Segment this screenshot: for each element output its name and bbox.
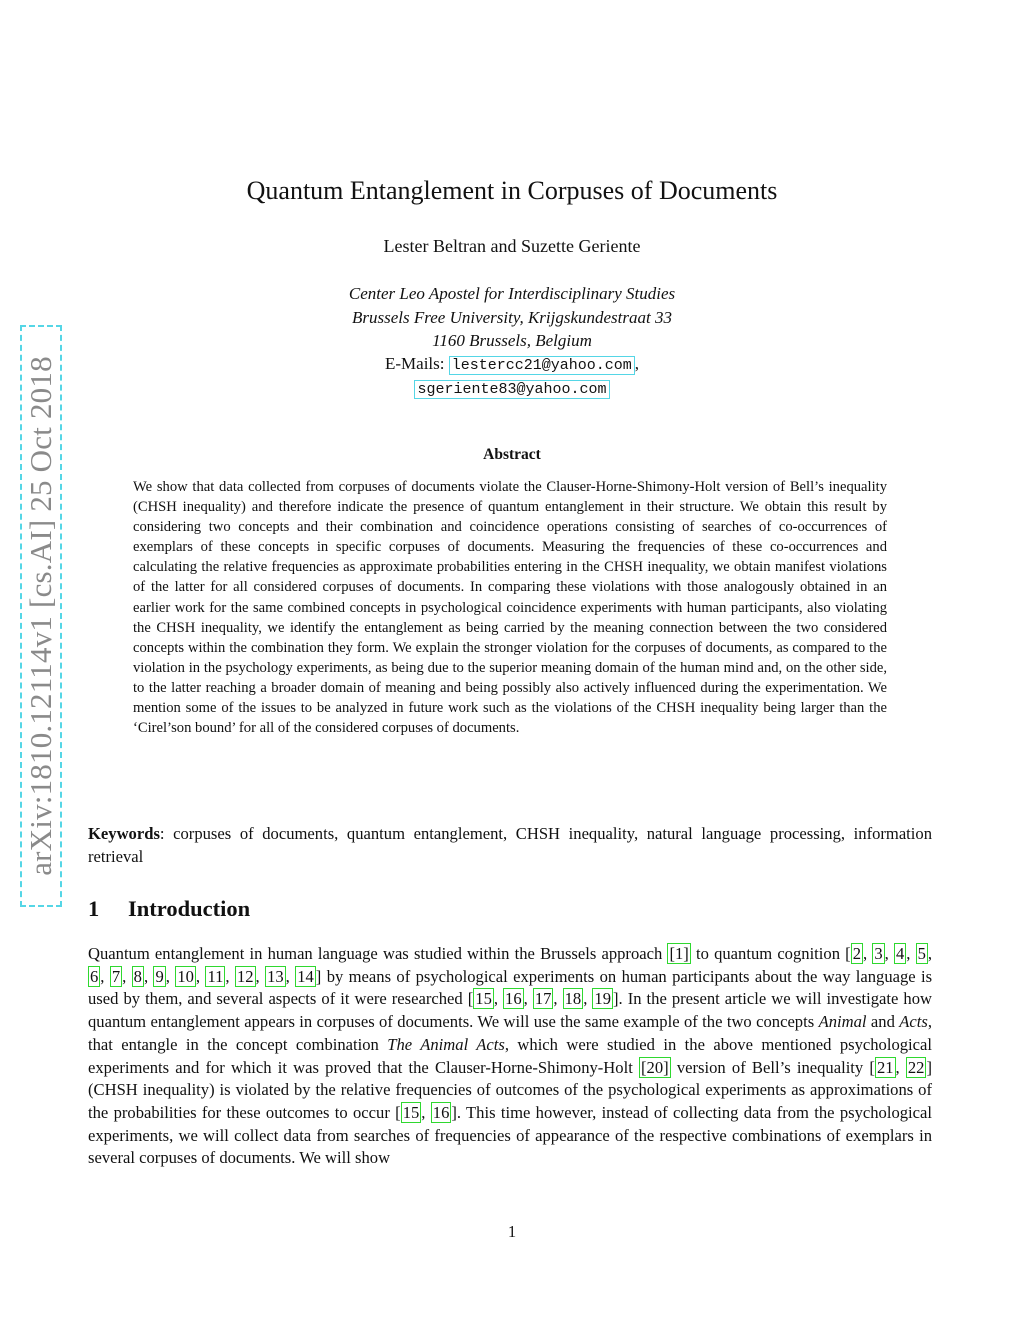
concept-acts: Acts xyxy=(899,1012,928,1032)
citation-group-c3: 15 , 16 , 17 , 18 , 19 xyxy=(475,989,611,1009)
emails-label: E-Mails: xyxy=(384,354,445,373)
page-number: 1 xyxy=(507,1222,517,1241)
email-link-1[interactable]: lestercc21@yahoo.com xyxy=(449,356,635,375)
citation-link[interactable]: 10 xyxy=(177,966,194,986)
citation-group-c2: 2 , 3 , 4 , 5 , 6 , 7 , 8 , 9 , 10 , 11 , 12 , 13 , 14 xyxy=(90,944,933,986)
citation-link[interactable]: 14 xyxy=(297,966,314,986)
intro-text-6: , which were studied in the above mentioned psychological experiments and for which it was proved that the Clauser-Horne-Shimony-Holt xyxy=(88,1034,932,1077)
intro-text-5: , that entangle in the concept combination xyxy=(88,1012,932,1054)
citation-link[interactable]: 22 xyxy=(907,1057,925,1077)
keywords-text: : corpuses of documents, quantum entanglement, CHSH inequality, natural language processing, information retrieval xyxy=(88,824,932,866)
intro-text-3: ] by means of psychological experiments on human participants about the way language is used by them, and several aspects of it were researched [ xyxy=(88,966,933,1009)
section-number: 1 xyxy=(88,896,100,921)
citation-link[interactable]: 17 xyxy=(534,989,552,1009)
section-heading xyxy=(88,896,250,922)
citation-link[interactable]: 15 xyxy=(475,989,492,1009)
affiliation-line-3: 1160 Brussels, Belgium xyxy=(432,331,592,350)
citation-link[interactable]: 19 xyxy=(594,989,611,1009)
citation-link[interactable]: [1] xyxy=(669,944,689,963)
citation-link[interactable]: 2 xyxy=(852,944,861,963)
citation-link[interactable]: 7 xyxy=(111,966,121,986)
citation-link[interactable]: 8 xyxy=(133,966,142,986)
citation-link[interactable]: 3 xyxy=(874,944,883,963)
emails-line-1: E-Mails: lestercc21@yahoo.com , xyxy=(384,354,640,374)
citation-link[interactable]: 9 xyxy=(155,966,164,986)
citation-link[interactable]: 16 xyxy=(432,1102,450,1122)
emails-line-2 xyxy=(0,378,1024,398)
abstract-text: We show that data collected from corpuses of documents violate the Clauser-Horne-Shimony-Holt version of Bell’s inequality (CHSH inequality) and therefore indicate the presence of quantum entanglement in their structure. We obtain this result by considering two concepts and their combination and coincidence operations consisting of searches of co-occurrences of exemplars of these concepts in specific corpuses of documents. Measuring the frequencies of these co-occurrences and calculating the relative frequencies as approximate probabilities entering in the CHSH inequality, we obtain manifest violations of the latter for all considered corpuses of documents. In comparing these violations with those analogously obtained in an earlier work for the same combined concepts in psychological coincidence experiments with human participants, also violating the CHSH inequality, we identify the entanglement as being carried by the meaning connection between the two considered concepts within the combination they form. We explain the stronger violation for the corpuses of documents, as compared to the violation in the psychology experiments, as being due to the superior meaning domain of the human mind and, on the other side, to the latter reaching a broader domain of meaning and being possibly also actively influenced during the experimentation. We mention some of the issues to be analyzed in future work such as the violations of the CHSH inequality being larger than the ‘Cirel’son bound’ for all of the considered corpuses of documents. xyxy=(133,479,887,737)
keywords xyxy=(88,822,932,868)
affiliation-line-1: Center Leo Apostel for Interdisciplinary Studies xyxy=(348,284,676,303)
citation-link[interactable]: 11 xyxy=(207,966,224,986)
citation-link[interactable]: [20] xyxy=(641,1057,669,1077)
intro-text-1: Quantum entanglement in human language was studied within the Brussels approach xyxy=(88,944,668,963)
email-link-2[interactable]: sgeriente83@yahoo.com xyxy=(414,380,609,399)
abstract-heading: Abstract xyxy=(483,446,541,463)
citation-link[interactable]: 6 xyxy=(90,966,99,986)
intro-text-and: and xyxy=(866,1012,900,1032)
concept-animal: Animal xyxy=(818,1012,867,1032)
citation-link[interactable]: 15 xyxy=(402,1102,420,1122)
citation-link[interactable]: 16 xyxy=(505,989,522,1009)
intro-text-8: ] (CHSH inequality) is violated by the relative frequencies of outcomes of the psychological experiments as approximations of the probabilities for these outcomes to occur [ xyxy=(88,1057,932,1122)
citation-link[interactable]: 12 xyxy=(236,966,254,986)
citation-link[interactable]: 13 xyxy=(267,966,284,986)
paper-authors: Lester Beltran and Suzette Geriente xyxy=(383,236,641,256)
citation-link[interactable]: 21 xyxy=(876,1057,894,1077)
citation-group-c6: 15 , 16 xyxy=(402,1102,450,1122)
arxiv-stamp[interactable] xyxy=(20,325,62,907)
section-title: Introduction xyxy=(128,896,251,921)
intro-paragraph xyxy=(88,943,932,1170)
affiliation-line-2: Brussels Free University, Krijgskundestraat 33 xyxy=(352,308,672,327)
intro-text-2: to quantum cognition [ xyxy=(690,944,851,963)
intro-text-4: ]. In the present article we will investigate how quantum entanglement appears in corpuses of documents. We will use the same example of the two concepts xyxy=(88,989,933,1032)
citation-group-c5: 21 , 22 xyxy=(876,1057,925,1077)
citation-link[interactable]: 18 xyxy=(564,989,582,1009)
keywords-label: Keywords xyxy=(88,824,160,843)
citation-link[interactable]: 4 xyxy=(895,944,905,963)
citation-link[interactable]: 5 xyxy=(917,944,926,963)
intro-text-7: version of Bell’s inequality [ xyxy=(670,1057,875,1077)
paper-title: Quantum Entanglement in Corpuses of Documents xyxy=(246,176,778,205)
arxiv-id: arXiv:1810.12114v1 [cs.AI] 25 Oct 2018 xyxy=(23,356,58,876)
intro-text-9: ]. This time however, instead of collecting data from the psychological experiments, we will collect data from searches of frequencies of appearance of the respective combinations of exemplars in several corpuses of documents. We will show xyxy=(88,1102,932,1168)
concept-combination: The Animal Acts xyxy=(387,1034,505,1054)
